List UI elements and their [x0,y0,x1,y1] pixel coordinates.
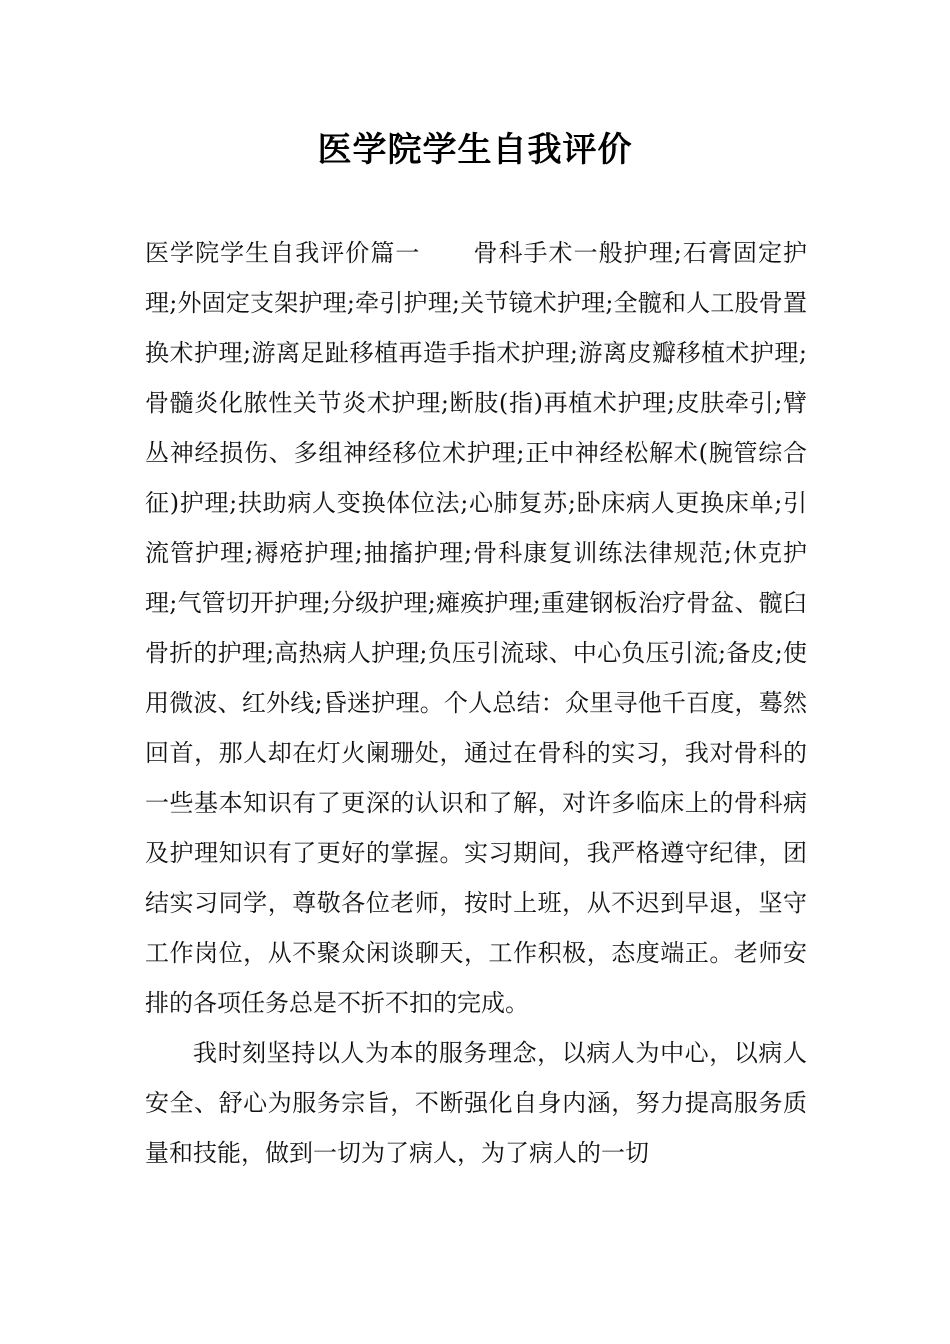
document-body [145,228,807,1178]
paragraph-1 [145,228,807,1028]
page-title: 医学院学生自我评价 [317,130,633,170]
section-heading: 医学院学生自我评价篇一 [145,239,421,267]
paragraph-1-text: 骨科手术一般护理;石膏固定护理;外固定支架护理;牵引护理;关节镜术护理;全髋和人工股骨置换术护理;游离足趾移植再造手指术护理;游离皮瓣移植术护理;骨髓炎化脓性关节炎术护理;断肢(指)再植术护理;皮肤牵引;臂丛神经损伤、多组神经移位术护理;正中神经松解术(腕管综合征)护理;扶助病人变换体位法;心肺复苏;卧床病人更换床单;引流管护理;褥疮护理;抽搐护理;骨科康复训练法律规范;休克护理;气管切开护理;分级护理;瘫痪护理;重建钢板治疗骨盆、髋臼骨折的护理;高热病人护理;负压引流球、中心负压引流;备皮;使用微波、红外线;昏迷护理。个人总结：众里寻他千百度，蓦然回首，那人却在灯火阑珊处，通过在骨科的实习，我对骨科的一些基本知识有了更深的认识和了解，对许多临床上的骨科病及护理知识有了更好的掌握。实习期间，我严格遵守纪律，团结实习同学，尊敬各位老师，按时上班，从不迟到早退，坚守工作岗位，从不聚众闲谈聊天，工作积极，态度端正。老师安排的各项任务总是不折不扣的完成。 [145,239,807,1017]
paragraph-2: 我时刻坚持以人为本的服务理念，以病人为中心，以病人安全、舒心为服务宗旨，不断强化自身内涵，努力提高服务质量和技能，做到一切为了病人，为了病人的一切 [145,1039,807,1167]
